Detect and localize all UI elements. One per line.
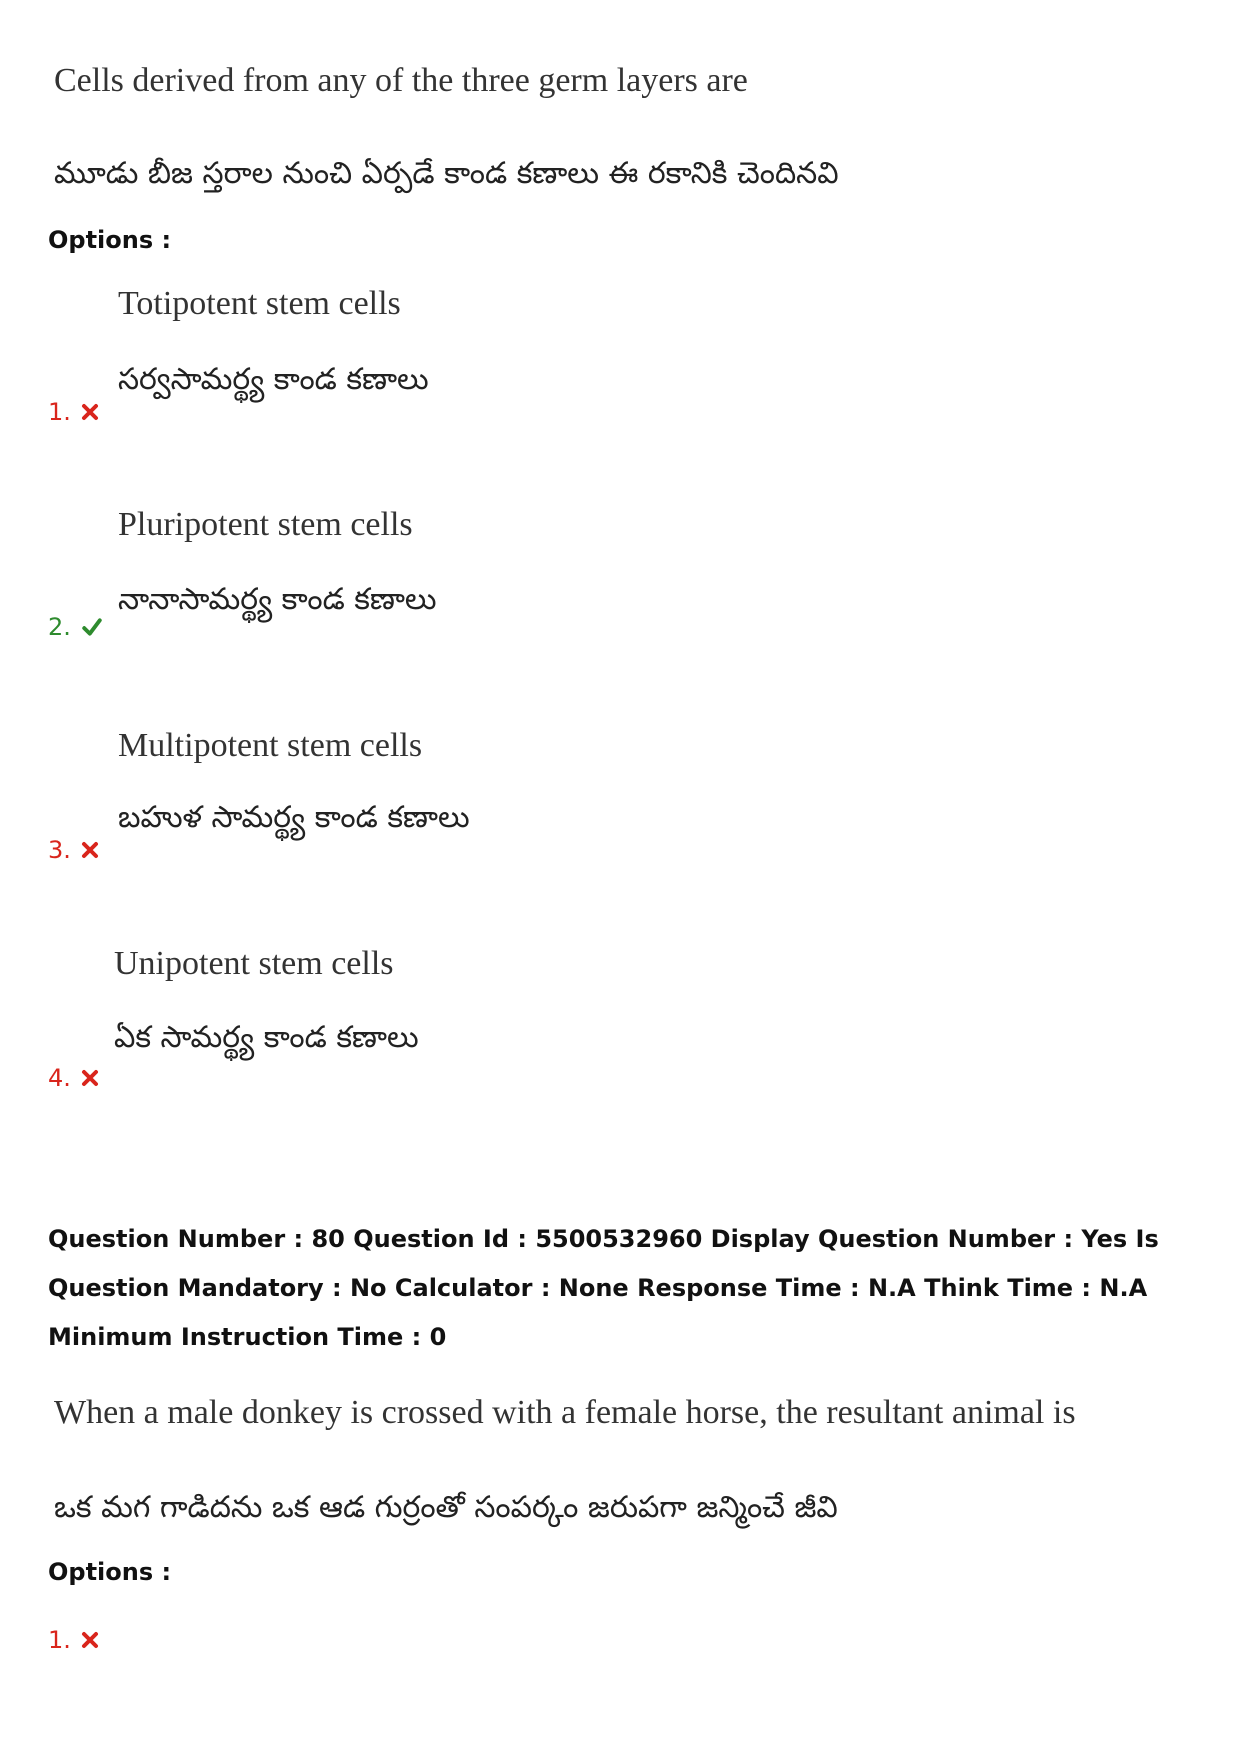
- cross-icon: [81, 1069, 99, 1087]
- options-label: Options :: [48, 1558, 172, 1586]
- option-number: 3.: [48, 836, 71, 864]
- check-icon: [81, 617, 103, 637]
- question-text-te: ఒక మగ గాడిదను ఒక ఆడ గుర్రంతో సంపర్కం జరుపగా జన్మించే జీవి: [54, 1490, 838, 1525]
- options-label: Options :: [48, 226, 172, 254]
- question-text-te: మూడు బీజ స్తరాల నుంచి ఏర్పడే కాండ కణాలు ఈ రకానికి చెందినవి: [54, 156, 839, 191]
- option-3[interactable]: [48, 836, 99, 864]
- option-2-text-te: నానాసామర్థ్య కాండ కణాలు: [118, 582, 437, 617]
- option-4[interactable]: [48, 1064, 99, 1092]
- option-4-text-te: ఏక సామర్థ్య కాండ కణాలు: [114, 1020, 419, 1055]
- option-1[interactable]: [48, 398, 99, 426]
- question-meta: Question Number : 80 Question Id : 5500532960 Display Question Number : Yes Is Question Mandatory : No Calculator : None Response Time : N.A Think Time : N.A Minimum Instruction Time : 0: [48, 1225, 1159, 1351]
- option-2-text-en: Pluripotent stem cells: [118, 506, 413, 543]
- option-number: 1.: [48, 1626, 71, 1654]
- cross-icon: [81, 403, 99, 421]
- question-text-en: When a male donkey is crossed with a female horse, the resultant animal is: [54, 1394, 1076, 1431]
- cross-icon: [81, 841, 99, 859]
- option-number: 4.: [48, 1064, 71, 1092]
- option-number: 2.: [48, 613, 71, 641]
- option-1-text-te: సర్వసామర్థ్య కాండ కణాలు: [118, 362, 429, 397]
- option-number: 1.: [48, 398, 71, 426]
- option-1[interactable]: [48, 1626, 99, 1654]
- option-3-text-en: Multipotent stem cells: [118, 727, 423, 764]
- option-3-text-te: బహుళ సామర్థ్య కాండ కణాలు: [118, 800, 470, 835]
- option-2[interactable]: [48, 613, 103, 641]
- cross-icon: [81, 1631, 99, 1649]
- question-text-en: Cells derived from any of the three germ layers are: [54, 62, 748, 99]
- option-4-text-en: Unipotent stem cells: [114, 945, 394, 982]
- option-1-text-en: Totipotent stem cells: [118, 285, 401, 322]
